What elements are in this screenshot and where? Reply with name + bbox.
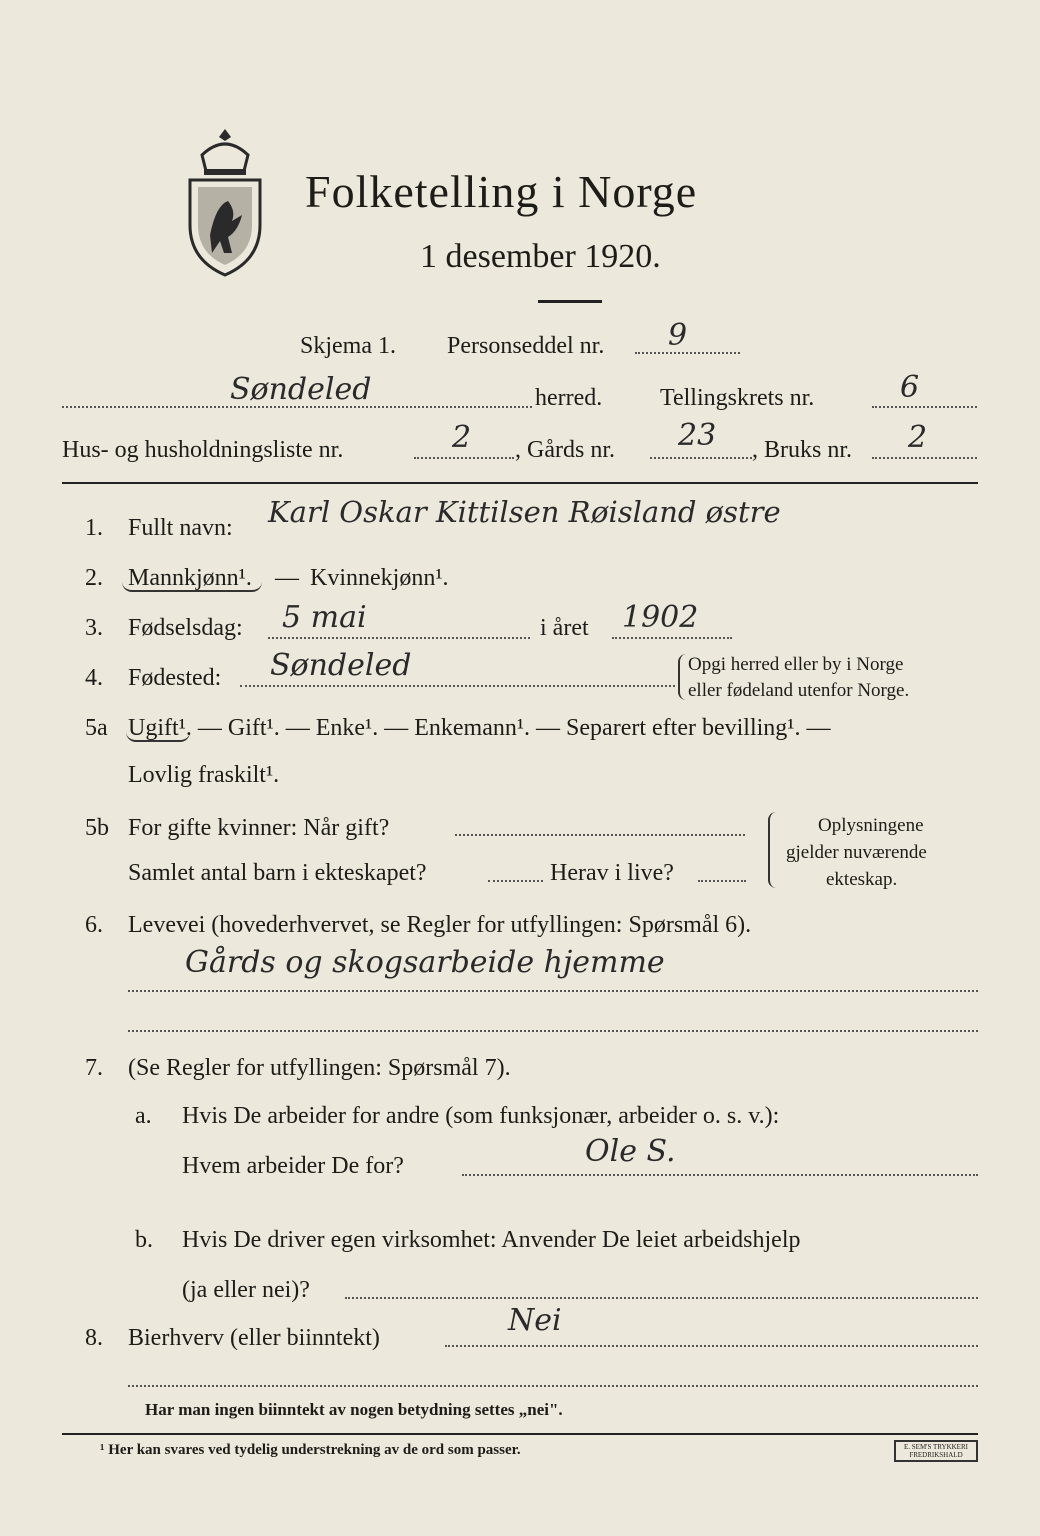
hus-value: 2 (452, 420, 472, 455)
q4-value: Søndeled (270, 648, 412, 683)
footnote: ¹ Her kan svares ved tydelig understrekning av de ord som passer. (100, 1442, 521, 1458)
q7b-line2: (ja eller nei)? (182, 1277, 310, 1303)
q5a-options-line1: Ugift¹. — Gift¹. — Enke¹. — Enkemann¹. — Separert efter bevilling¹. — (128, 715, 831, 741)
q7a-line2: Hvem arbeider De for? (182, 1153, 404, 1179)
q5a-options-line2: Lovlig fraskilt¹. (128, 762, 280, 788)
q5b-line2b: Herav i live? (550, 860, 674, 886)
q7a-value: Ole S. (585, 1134, 676, 1169)
q3-year-value: 1902 (622, 600, 699, 635)
coat-of-arms-icon (180, 125, 270, 280)
q5b-line1: For gifte kvinner: Når gift? (128, 815, 390, 841)
q8-line2 (128, 1385, 978, 1387)
header-rule (62, 482, 978, 484)
q3-number: 3. (85, 615, 103, 641)
q1-label: Fullt navn: (128, 515, 233, 541)
q3-label: Fødselsdag: (128, 615, 243, 641)
q5b-note-line1: Oplysningene (818, 815, 924, 836)
q4-note-bracket (678, 654, 686, 700)
personseddel-label: Personseddel nr. (447, 333, 605, 359)
q7-label: (Se Regler for utfyllingen: Spørsmål 7). (128, 1055, 511, 1081)
q7b-letter: b. (135, 1227, 153, 1253)
q2-number: 2. (85, 565, 103, 591)
q4-note-line2: eller fødeland utenfor Norge. (688, 680, 910, 701)
q8-value: Nei (508, 1303, 562, 1338)
q7-number: 7. (85, 1055, 103, 1081)
q3-year-label: i året (540, 615, 589, 641)
hus-line (414, 457, 514, 459)
q5b-number: 5b (85, 815, 109, 841)
q6-value: Gårds og skogsarbeide hjemme (185, 945, 665, 980)
q7b-line (345, 1297, 978, 1299)
bruks-line (872, 457, 977, 459)
q4-label: Fødested: (128, 665, 222, 691)
q5a-number: 5a (85, 715, 108, 741)
hus-label: Hus- og husholdningsliste nr. (62, 437, 344, 463)
q3-year-line (612, 637, 732, 639)
q6-line2 (128, 1030, 978, 1032)
q7a-letter: a. (135, 1103, 152, 1129)
q4-note-line1: Opgi herred eller by i Norge (688, 654, 904, 675)
q5a-ugift-underline (126, 732, 190, 742)
q4-line (240, 685, 675, 687)
q3-value: 5 mai (282, 600, 367, 635)
q5b-note-line2: gjelder nuværende (786, 842, 927, 863)
q5b-children-line (488, 880, 543, 882)
personseddel-line (635, 352, 740, 354)
printer-stamp: E. SEM'S TRYKKERI FREDRIKSHALD (894, 1440, 978, 1462)
q8-line (445, 1345, 978, 1347)
q1-value: Karl Oskar Kittilsen Røisland østre (268, 495, 781, 529)
q2-separator: — (275, 565, 299, 591)
title-divider (538, 300, 602, 303)
tellingskrets-value: 6 (900, 370, 920, 405)
q5b-alive-line (698, 880, 746, 882)
q7b-line1: Hvis De driver egen virksomhet: Anvender De leiet arbeidshjelp (182, 1227, 801, 1253)
schema-label: Skjema 1. (300, 333, 396, 359)
q2-male-underline (122, 582, 262, 592)
q6-label: Levevei (hovederhvervet, se Regler for utfyllingen: Spørsmål 6). (128, 912, 752, 938)
q6-number: 6. (85, 912, 103, 938)
gards-line (650, 457, 752, 459)
form-title: Folketelling i Norge (305, 166, 698, 217)
gards-label: , Gårds nr. (515, 437, 615, 463)
herred-label: herred. (535, 385, 603, 411)
personseddel-value: 9 (668, 318, 688, 353)
bruks-label: , Bruks nr. (752, 437, 853, 463)
form-date: 1 desember 1920. (420, 238, 661, 275)
q2-male: Mannkjønn¹. (128, 565, 252, 591)
q5b-line2a: Samlet antal barn i ekteskapet? (128, 860, 427, 886)
q5b-when-line (455, 834, 745, 836)
q5b-note-line3: ekteskap. (826, 869, 898, 890)
footer-rule (62, 1433, 978, 1435)
footer-note: Har man ingen biinntekt av nogen betydning settes „nei". (145, 1400, 563, 1419)
tellingskrets-label: Tellingskrets nr. (660, 385, 815, 411)
tellingskrets-line (872, 406, 977, 408)
q6-line1 (128, 990, 978, 992)
q4-number: 4. (85, 665, 103, 691)
q8-number: 8. (85, 1325, 103, 1351)
q8-label: Bierhverv (eller biinntekt) (128, 1325, 380, 1351)
gards-value: 23 (678, 418, 717, 453)
q2-female: Kvinnekjønn¹. (310, 565, 449, 591)
q5b-note-bracket (768, 812, 776, 888)
q7a-line1: Hvis De arbeider for andre (som funksjonær, arbeider o. s. v.): (182, 1103, 780, 1129)
q7a-line (462, 1174, 978, 1176)
q1-number: 1. (85, 515, 103, 541)
q3-line (268, 637, 530, 639)
bruks-value: 2 (908, 420, 928, 455)
herred-value: Søndeled (230, 372, 372, 407)
